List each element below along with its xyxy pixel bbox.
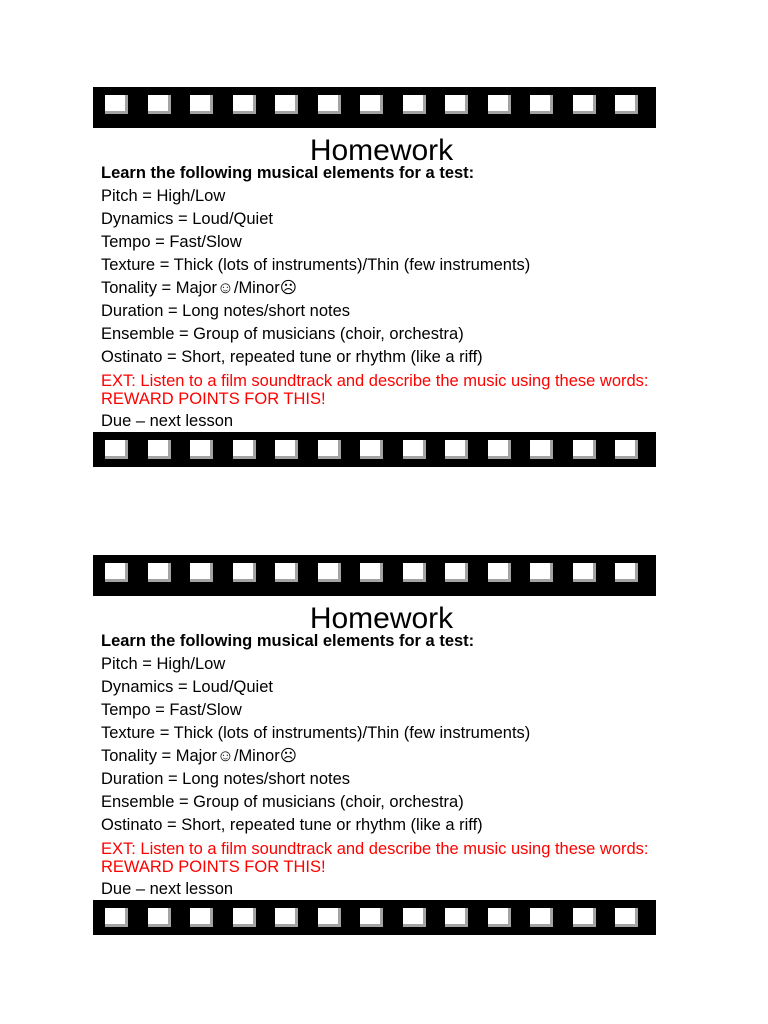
- sprocket-hole: [488, 563, 511, 582]
- element-texture: Texture = Thick (lots of instruments)/Thin (few instruments): [101, 724, 531, 742]
- sprocket-hole: [275, 95, 298, 114]
- element-ostinato: Ostinato = Short, repeated tune or rhythm (like a riff): [101, 816, 483, 834]
- sprocket-hole: [233, 95, 256, 114]
- sprocket-hole: [105, 908, 128, 927]
- element-tonality: Tonality = Major☺/Minor☹: [101, 279, 297, 297]
- sprocket-hole: [190, 95, 213, 114]
- sprocket-hole: [445, 563, 468, 582]
- element-pitch: Pitch = High/Low: [101, 187, 226, 205]
- sprocket-hole: [318, 908, 341, 927]
- homework-title: Homework: [309, 602, 454, 635]
- sprocket-hole: [105, 95, 128, 114]
- element-pitch: Pitch = High/Low: [101, 655, 226, 673]
- sprocket-hole: [318, 95, 341, 114]
- elements-list: [101, 162, 651, 433]
- element-duration: Duration = Long notes/short notes: [101, 302, 351, 320]
- sprocket-hole: [233, 440, 256, 459]
- sprocket-hole: [488, 440, 511, 459]
- sprocket-hole: [233, 563, 256, 582]
- sprocket-hole: [275, 908, 298, 927]
- sprocket-hole: [148, 908, 171, 927]
- sprocket-hole: [615, 95, 638, 114]
- homework-instruction: Learn the following musical elements for a test:: [101, 164, 475, 182]
- element-ensemble: Ensemble = Group of musicians (choir, orchestra): [101, 325, 464, 343]
- extension-task: EXT: Listen to a film soundtrack and describe the music using these words: REWARD POINTS FOR THIS!: [101, 372, 649, 408]
- element-dynamics: Dynamics = Loud/Quiet: [101, 210, 273, 228]
- sprocket-hole: [403, 563, 426, 582]
- sprocket-hole: [530, 908, 553, 927]
- sprocket-hole: [445, 95, 468, 114]
- sprocket-hole: [105, 563, 128, 582]
- sprocket-hole: [615, 563, 638, 582]
- sprocket-hole: [530, 563, 553, 582]
- sprocket-hole: [275, 563, 298, 582]
- homework-content: [93, 128, 656, 432]
- sprocket-hole: [318, 563, 341, 582]
- sprocket-hole: [148, 440, 171, 459]
- sprocket-hole: [573, 563, 596, 582]
- element-texture: Texture = Thick (lots of instruments)/Thin (few instruments): [101, 256, 531, 274]
- due-date: Due – next lesson: [101, 412, 234, 430]
- filmstrip-border-top: [93, 87, 656, 128]
- sprocket-hole: [318, 440, 341, 459]
- due-date: Due – next lesson: [101, 880, 234, 898]
- sprocket-hole: [360, 95, 383, 114]
- sprocket-hole: [445, 440, 468, 459]
- element-tempo: Tempo = Fast/Slow: [101, 701, 242, 719]
- homework-content: [93, 596, 656, 900]
- element-duration: Duration = Long notes/short notes: [101, 770, 351, 788]
- sprocket-hole: [615, 908, 638, 927]
- sprocket-hole: [573, 440, 596, 459]
- sprocket-hole: [573, 908, 596, 927]
- filmstrip-border-top: [93, 555, 656, 596]
- sprocket-hole: [488, 95, 511, 114]
- sprocket-hole: [233, 908, 256, 927]
- sprocket-hole: [148, 95, 171, 114]
- sprocket-hole: [403, 95, 426, 114]
- sprocket-hole: [190, 908, 213, 927]
- sprocket-hole: [488, 908, 511, 927]
- sprocket-hole: [360, 908, 383, 927]
- element-tempo: Tempo = Fast/Slow: [101, 233, 242, 251]
- elements-list: [101, 630, 651, 901]
- filmstrip-border-bottom: [93, 900, 656, 935]
- element-ensemble: Ensemble = Group of musicians (choir, orchestra): [101, 793, 464, 811]
- sprocket-hole: [403, 908, 426, 927]
- element-ostinato: Ostinato = Short, repeated tune or rhythm (like a riff): [101, 348, 483, 366]
- extension-task: EXT: Listen to a film soundtrack and describe the music using these words: REWARD POINTS FOR THIS!: [101, 840, 649, 876]
- sprocket-hole: [360, 563, 383, 582]
- sprocket-hole: [105, 440, 128, 459]
- homework-title: Homework: [309, 134, 454, 167]
- sprocket-hole: [190, 563, 213, 582]
- sprocket-hole: [360, 440, 383, 459]
- sprocket-hole: [615, 440, 638, 459]
- homework-instruction: Learn the following musical elements for a test:: [101, 632, 475, 650]
- sprocket-hole: [275, 440, 298, 459]
- filmstrip-border-bottom: [93, 432, 656, 467]
- sprocket-hole: [190, 440, 213, 459]
- sprocket-hole: [530, 95, 553, 114]
- homework-card: [93, 87, 656, 467]
- sprocket-hole: [148, 563, 171, 582]
- homework-card: [93, 555, 656, 935]
- element-dynamics: Dynamics = Loud/Quiet: [101, 678, 273, 696]
- sprocket-hole: [403, 440, 426, 459]
- sprocket-hole: [573, 95, 596, 114]
- sprocket-hole: [530, 440, 553, 459]
- sprocket-hole: [445, 908, 468, 927]
- element-tonality: Tonality = Major☺/Minor☹: [101, 747, 297, 765]
